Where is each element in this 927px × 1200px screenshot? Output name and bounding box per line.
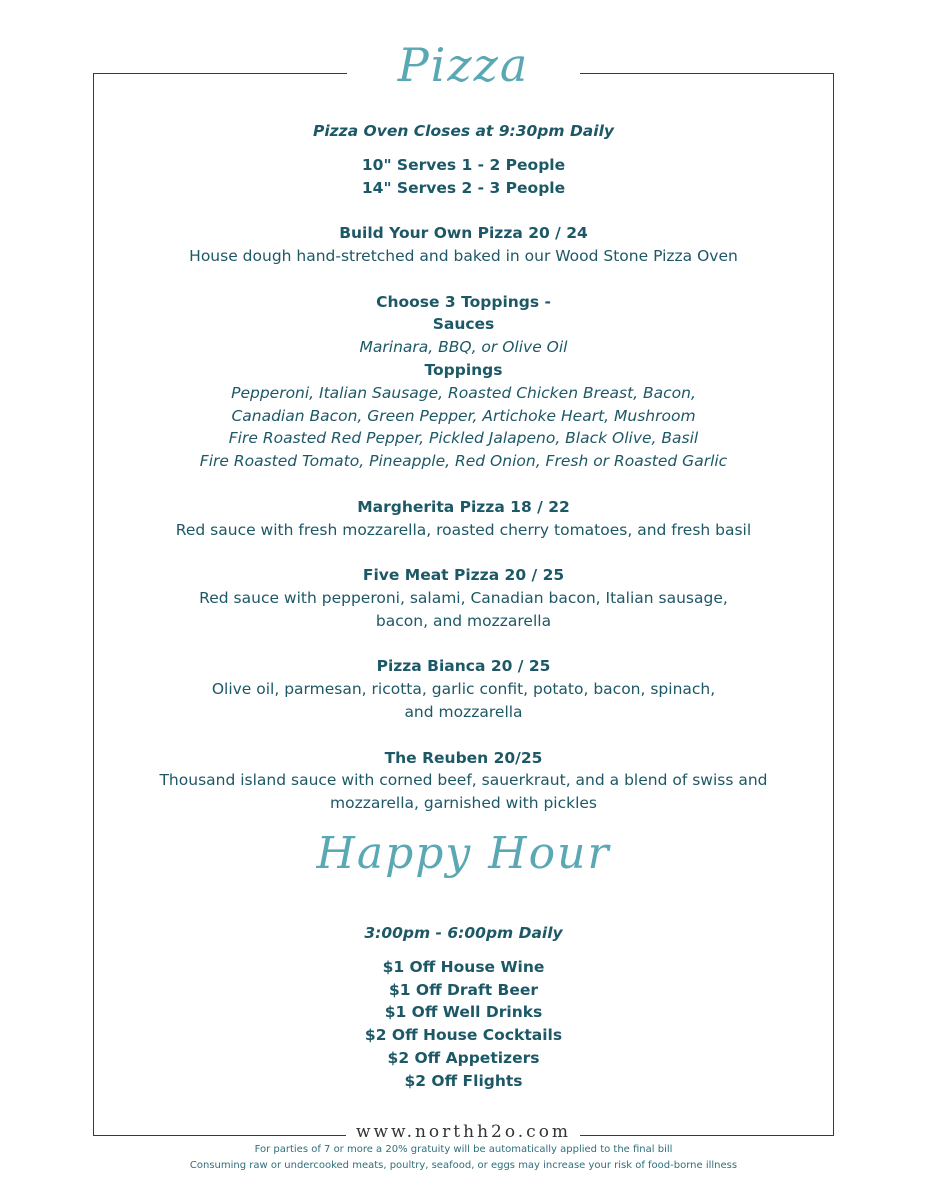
sauces-list: Marinara, BBQ, or Olive Oil bbox=[359, 338, 568, 357]
happy-hour-special: $2 Off Appetizers bbox=[387, 1048, 540, 1067]
five-meat-desc: bacon, and mozzarella bbox=[375, 611, 552, 630]
byo-description: House dough hand-stretched and baked in our Wood Stone Pizza Oven bbox=[189, 246, 738, 265]
bianca-desc: Olive oil, parmesan, ricotta, garlic confit, potato, bacon, spinach, bbox=[211, 680, 716, 699]
sauces-label: Sauces bbox=[432, 315, 495, 334]
reuben-desc: mozzarella, garnished with pickles bbox=[329, 794, 598, 813]
toppings-line: Fire Roasted Tomato, Pineapple, Red Onion, Fresh or Roasted Garlic bbox=[199, 452, 728, 471]
byo-name: Build Your Own Pizza 20 / 24 bbox=[339, 224, 588, 243]
five-meat-name: Five Meat Pizza 20 / 25 bbox=[362, 566, 565, 585]
size-10: 10" Serves 1 - 2 People bbox=[361, 155, 566, 174]
frame-left-line bbox=[93, 73, 94, 1136]
toppings-label: Toppings bbox=[424, 360, 503, 379]
happy-hour-time: 3:00pm - 6:00pm Daily bbox=[364, 924, 563, 942]
pizza-section bbox=[100, 120, 827, 815]
happy-hour-special: $1 Off Well Drinks bbox=[384, 1003, 543, 1022]
pizza-title: Pizza bbox=[397, 38, 530, 92]
happy-hour-section bbox=[100, 922, 827, 1093]
toppings-line: Fire Roasted Red Pepper, Pickled Jalapeno, Black Olive, Basil bbox=[228, 429, 699, 448]
happy-hour-special: $1 Off Draft Beer bbox=[388, 980, 539, 999]
toppings-line: Canadian Bacon, Green Pepper, Artichoke Heart, Mushroom bbox=[231, 406, 696, 425]
happy-hour-special: $2 Off Flights bbox=[404, 1071, 523, 1090]
margherita-name: Margherita Pizza 18 / 22 bbox=[357, 497, 570, 516]
happy-hour-special: $2 Off House Cocktails bbox=[364, 1026, 563, 1045]
bianca-name: Pizza Bianca 20 / 25 bbox=[376, 657, 551, 676]
happy-hour-title: Happy Hour bbox=[316, 828, 611, 879]
website-link[interactable]: www.northh2o.com bbox=[355, 1122, 572, 1142]
reuben-name: The Reuben 20/25 bbox=[384, 748, 543, 767]
toppings-line: Pepperoni, Italian Sausage, Roasted Chicken Breast, Bacon, bbox=[231, 383, 696, 402]
margherita-desc: Red sauce with fresh mozzarella, roasted cherry tomatoes, and fresh basil bbox=[175, 520, 752, 539]
size-14: 14" Serves 2 - 3 People bbox=[361, 178, 566, 197]
happy-hour-special: $1 Off House Wine bbox=[382, 957, 545, 976]
bianca-desc: and mozzarella bbox=[404, 702, 523, 721]
gratuity-note: For parties of 7 or more a 20% gratuity will be automatically applied to the final bill bbox=[254, 1144, 673, 1155]
frame-right-line bbox=[833, 73, 834, 1136]
five-meat-desc: Red sauce with pepperoni, salami, Canadian bacon, Italian sausage, bbox=[199, 588, 728, 607]
reuben-desc: Thousand island sauce with corned beef, sauerkraut, and a blend of swiss and bbox=[159, 771, 768, 790]
oven-closes-note: Pizza Oven Closes at 9:30pm Daily bbox=[312, 122, 614, 140]
choose-toppings: Choose 3 Toppings - bbox=[376, 292, 551, 311]
food-safety-warning: Consuming raw or undercooked meats, poultry, seafood, or eggs may increase your risk of food-borne illness bbox=[189, 1160, 738, 1171]
